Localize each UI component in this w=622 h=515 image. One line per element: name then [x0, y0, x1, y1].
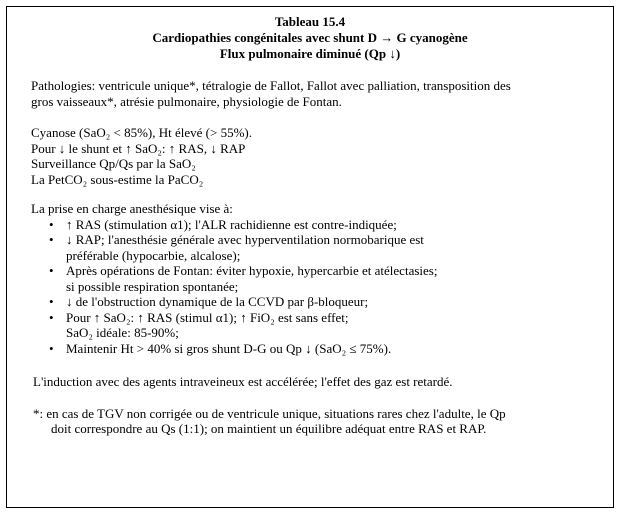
- list-item-text-cont: SaO₂ idéale: 85-90%;: [66, 325, 179, 340]
- list-item-text: • ↓ RAP; l'anesthésie générale avec hyperventilation normobarique est: [66, 232, 424, 247]
- list-item: [49, 310, 597, 341]
- list-item-text-cont: préférable (hypocarbie, alcalose);: [66, 247, 241, 263]
- list-item: [49, 294, 597, 310]
- list-item: [49, 232, 597, 263]
- list-item-text: • Après opérations de Fontan: éviter hypoxie, hypercarbie et atélectasies;: [66, 263, 438, 278]
- list-item-text-cont: si possible respiration spontanée;: [66, 278, 239, 294]
- footnote-line-1: *: en cas de TGV non corrigée ou de ventricule unique, situations rares chez l'adulte, le Qp: [33, 405, 506, 421]
- table-number: Tableau 15.4: [274, 14, 346, 29]
- table-heading: Cardiopathies congénitales avec shunt D → G cyanogène: [152, 30, 468, 45]
- list-item: [49, 263, 597, 294]
- footnote-line-2: doit correspondre au Qs (1:1); on maintient un équilibre adéquat entre RAS et RAP.: [51, 421, 487, 436]
- pathologies-paragraph: [31, 78, 599, 109]
- cyanose-line-1: Cyanose (SaO₂ < 85%), Ht élevé (> 55%).: [31, 125, 252, 140]
- cyanose-line-2: Pour ↓ le shunt et ↑ SaO₂: ↑ RAS, ↓ RAP: [31, 140, 246, 156]
- prise-en-charge-list: [49, 217, 597, 357]
- list-item: [49, 217, 597, 233]
- list-item-text: • Maintenir Ht > 40% si gros shunt D-G ou Qp ↓ (SaO₂ ≤ 75%).: [66, 340, 392, 356]
- cyanose-line-4: La PetCO₂ sous-estime la PaCO₂: [31, 171, 204, 187]
- induction-note: L'induction avec des agents intraveineux est accélérée; l'effet des gaz est retardé.: [33, 374, 453, 389]
- cyanose-line-3: Surveillance Qp/Qs par la SaO₂: [31, 156, 196, 171]
- pathologies-line-1: Pathologies: ventricule unique*, tétralogie de Fallot, Fallot avec palliation, transposition des: [31, 78, 511, 93]
- list-item-text: • ↑ RAS (stimulation α1); l'ALR rachidienne est contre-indiquée;: [66, 216, 397, 232]
- cyanose-block: [31, 125, 599, 187]
- table-frame: [6, 6, 614, 508]
- footnote: [33, 406, 599, 437]
- list-item: [49, 341, 597, 357]
- list-item-text: • ↓ de l'obstruction dynamique de la CCVD par β-bloqueur;: [66, 294, 369, 309]
- list-item-text: • Pour ↑ SaO₂: ↑ RAS (stimul α1); ↑ FiO₂ est sans effet;: [66, 309, 349, 325]
- pathologies-line-2: gros vaisseaux*, atrésie pulmonaire, physiologie de Fontan.: [31, 93, 342, 109]
- table-title: [7, 14, 613, 62]
- table-subheading: Flux pulmonaire diminué (Qp ↓): [219, 46, 401, 61]
- prise-en-charge-intro: La prise en charge anesthésique vise à:: [31, 201, 233, 216]
